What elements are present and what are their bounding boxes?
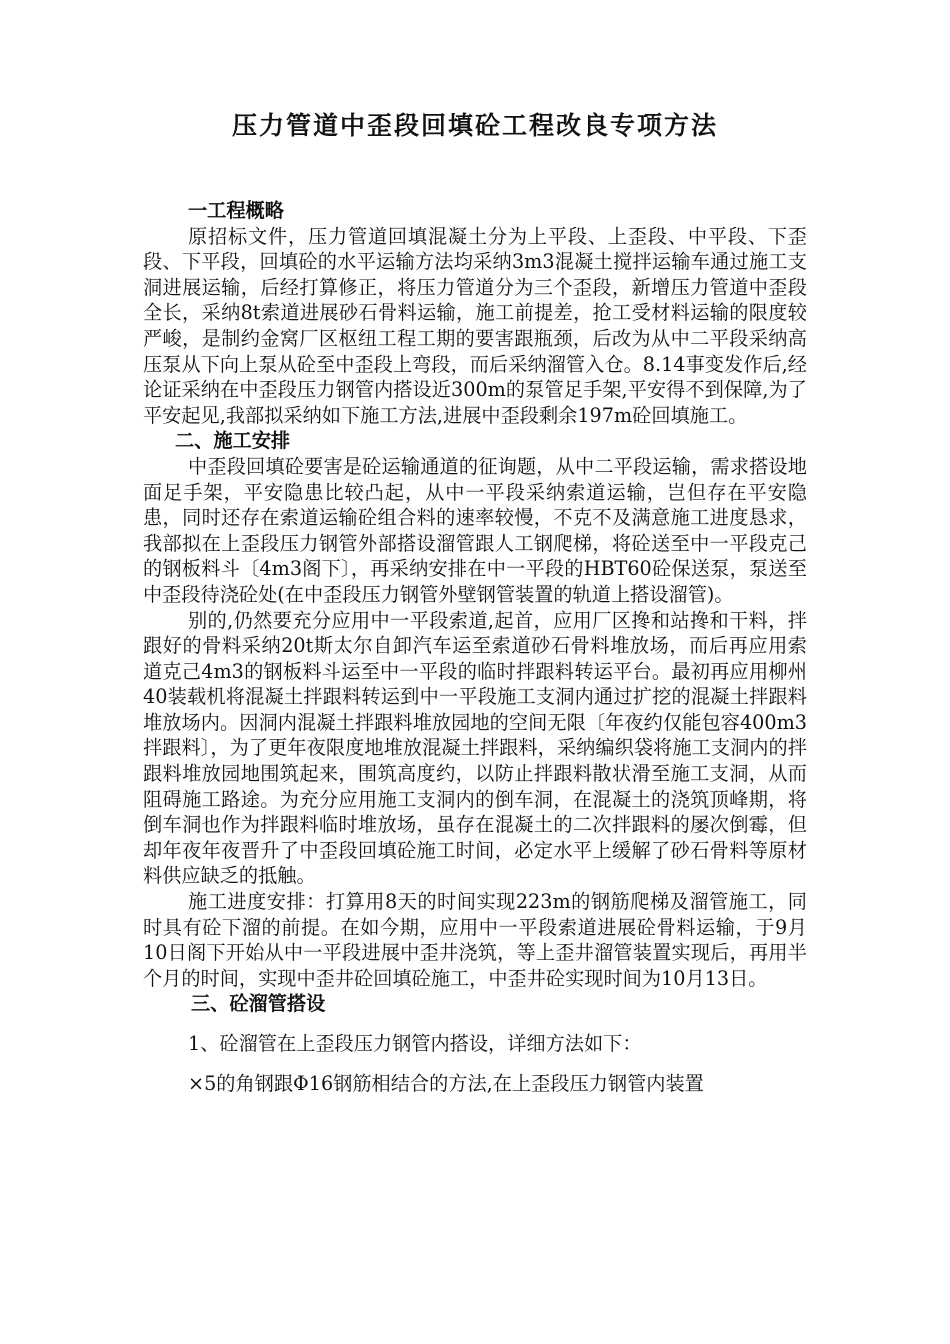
document-body	[143, 198, 807, 1096]
section-heading-chute-setup: 三、砼溜管搭设	[191, 992, 326, 1016]
paragraph-transport-channel: 中歪段回填砼要害是砼运输通道的征询题，从中二平段运输，需求搭设地面足手架，平安隐患比较凸起，从中一平段采纳索道运输，岂但存在平安隐患，同时还存在索道运输砼组合料的速率较慢，不克不及满意施工进度恳求，我部拟在上歪段压力钢管外部搭设溜管跟人工钢爬梯，将砼送至中一平段克己的钢板料斗〔4m3阁下〕，再采纳安排在中一平段的HBT60砼保送泵，泵送至中歪段待浇砼处(在中歪段压力钢管外壁钢管装置的轨道上搭设溜管)。	[143, 454, 807, 606]
section-heading-construction-plan: 二、施工安排	[175, 429, 291, 453]
paragraph-schedule: 施工进度安排：打算用8天的时间实现223m的钢筋爬梯及溜管施工，同时具有砼下溜的前提。在如今期，应用中一平段索道进展砼骨料运输，于9月10日阁下开始从中一平段进展中歪井浇筑，等上歪井溜管装置实现后，再用半个月的时间，实现中歪井砼回填砼施工，中歪井砼实现时间为10月13日。	[143, 890, 807, 990]
paragraph-chute-detail: ×5的角钢跟Φ16钢筋相结合的方法,在上歪段压力钢管内装置	[188, 1071, 704, 1095]
paragraph-overview: 原招标文件，压力管道回填混凝土分为上平段、上歪段、中平段、下歪段、下平段，回填砼的水平运输方法均采纳3m3混凝土搅拌运输车通过施工支洞进展运输，后经打算修正，将压力管道分为三个歪段，新增压力管道中歪段全长，采纳8t索道进展砂石骨料运输，施工前提差，抢工受材料运输的限度较严峻，是制约金窝厂区枢纽工程工期的要害跟瓶颈，后改为从中二平段采纳高压泵从下向上泵从砼至中歪段上弯段，而后采纳溜管入仓。8.14事变发作后,经论证采纳在中歪段压力钢管内搭设近300m的泵管足手架,平安得不到保障,为了平安起见,我部拟采纳如下施工方法,进展中歪段剩余197m砼回填施工。	[143, 224, 807, 427]
document-title: 压力管道中歪段回填砼工程改良专项方法	[231, 111, 718, 140]
section-heading-overview: 一工程概略	[188, 199, 284, 222]
paragraph-cableway-usage: 别的,仍然要充分应用中一平段索道,起首，应用厂区搀和站搀和干料，拌跟好的骨料采纳20t斯太尔自卸汽车运至索道砂石骨料堆放场，而后再应用索道克己4m3的钢板料斗运至中一平段的临时拌跟料转运平台。最初再应用柳州40装载机将混凝土拌跟料转运到中一平段施工支洞内通过扩挖的混凝土拌跟料堆放场内。因洞内混凝土拌跟料堆放园地的空间无限〔年夜约仅能包容400m3拌跟料〕，为了更年夜限度地堆放混凝土拌跟料，采纳编织袋将施工支洞内的拌跟料堆放园地围筑起来，围筑高度约，以防止拌跟料散状滑至施工支洞，从而阻碍施工路途。为充分应用施工支洞内的倒车洞，在混凝土的浇筑顶峰期，将倒车洞也作为拌跟料临时堆放场，虽存在混凝土的二次拌跟料的屡次倒霉，但却年夜年夜晋升了中歪段回填砼施工时间，必定水平上缓解了砂石骨料等原材料供应缺乏的抵触。	[143, 608, 807, 888]
paragraph-chute-method: 1、砼溜管在上歪段压力钢管内搭设，详细方法如下：	[188, 1032, 642, 1055]
